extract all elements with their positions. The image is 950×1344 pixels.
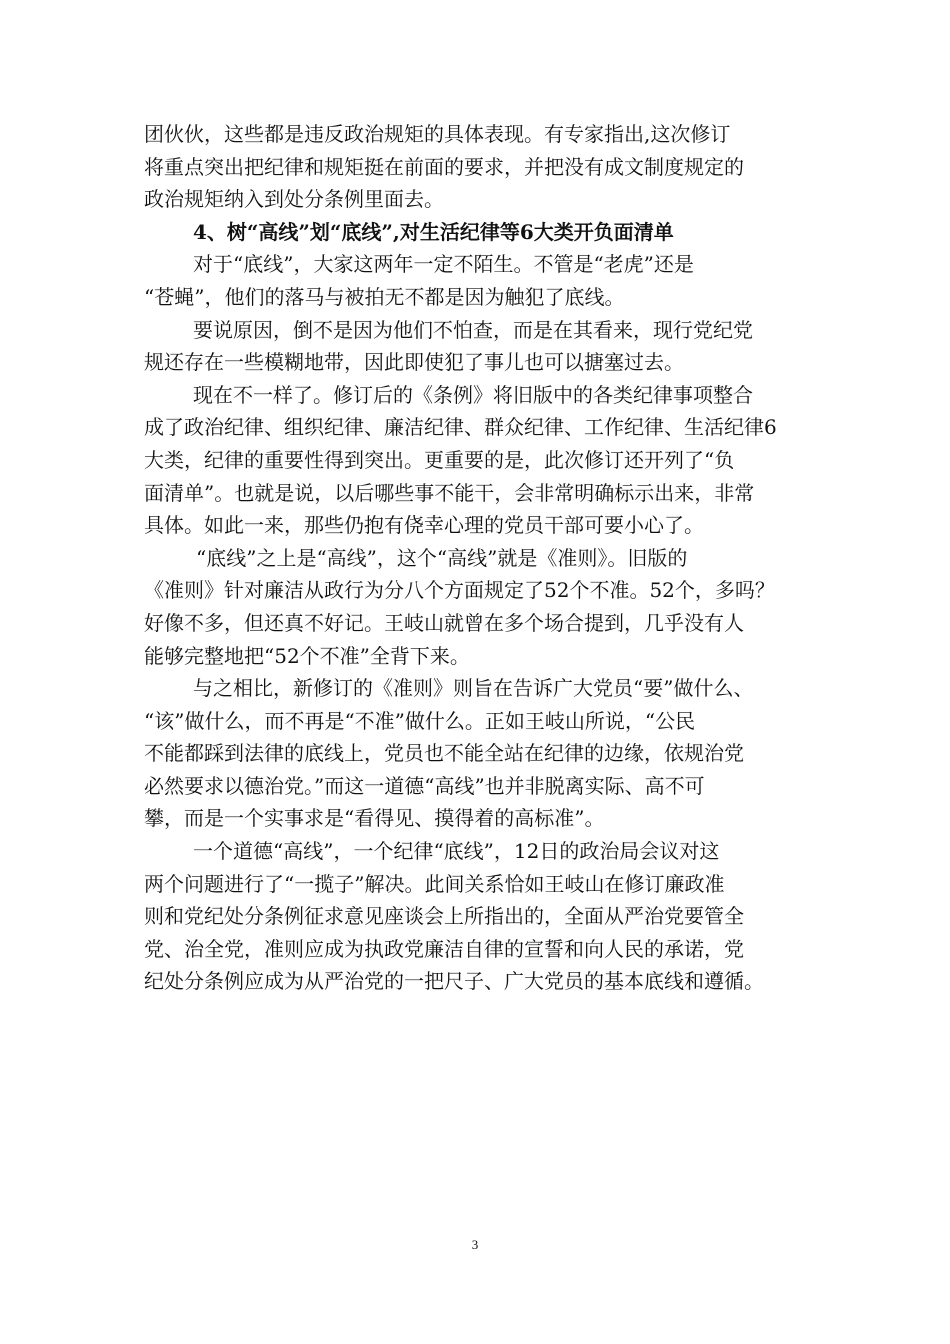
text-line: 大类，纪律的重要性得到突出。更重要的是，此次修订还开列了“负 [144, 447, 735, 472]
text-line: 要说原因，倒不是因为他们不怕查，而是在其看来，现行党纪党 [193, 317, 753, 342]
text-line: 能够完整地把“52个不准”全背下来。 [144, 643, 470, 668]
text-line: “该”做什么，而不再是“不准”做什么。正如王岐山所说，“公民 [144, 708, 696, 733]
text-line: 纪处分条例应成为从严治党的一把尺子、广大党员的基本底线和遵循。 [144, 969, 764, 994]
text-line: 攀，而是一个实事求是“看得见、摸得着的高标准”。 [144, 806, 605, 831]
text-line: 现在不一样了。修订后的《条例》将旧版中的各类纪律事项整合 [193, 382, 753, 407]
text-line: 一个道德“高线”，一个纪律“底线”，12日的政治局会议对这 [193, 839, 720, 864]
text-line: “底线”之上是“高线”，这个“高线”就是《准则》。旧版的 [196, 545, 688, 570]
text-line: 与之相比，新修订的《准则》则旨在告诉广大党员“要”做什么、 [193, 676, 754, 701]
text-line: 面清单”。也就是说，以后哪些事不能干，会非常明确标示出来，非常 [144, 480, 755, 505]
text-line: 两个问题进行了“一揽子”解决。此间关系恰如王岐山在修订廉政准 [144, 871, 725, 896]
text-line: 《准则》针对廉洁从政行为分八个方面规定了52个不准。52个，多吗？ [144, 578, 775, 603]
text-line: 团伙伙，这些都是违反政治规矩的具体表现。有专家指出,这次修订 [144, 122, 731, 146]
text-line: 成了政治纪律、组织纪律、廉洁纪律、群众纪律、工作纪律、生活纪律6 [144, 415, 777, 440]
body-text [144, 118, 816, 998]
text-line: 具体。如此一来，那些仍抱有侥幸心理的党员干部可要小心了。 [144, 513, 704, 538]
text-line: “苍蝇”，他们的落马与被拍无不都是因为触犯了底线。 [144, 284, 625, 309]
text-line: 必然要求以德治党。”而这一道德“高线”也并非脱离实际、高不可 [144, 773, 705, 798]
text-line: 政治规矩纳入到处分条例里面去。 [144, 187, 444, 212]
page-number: 3 [471, 1237, 479, 1252]
text-line: 则和党纪处分条例征求意见座谈会上所指出的，全面从严治党要管全 [144, 904, 744, 929]
text-line: 对于“底线”，大家这两年一定不陌生。不管是“老虎”还是 [193, 252, 694, 277]
text-line: 党、治全党，准则应成为执政党廉洁自律的宣誓和向人民的承诺，党 [144, 936, 744, 961]
text-line: 不能都踩到法律的底线上，党员也不能全站在纪律的边缘，依规治党 [144, 741, 744, 766]
text-line: 将重点突出把纪律和规矩挺在前面的要求，并把没有成文制度规定的 [144, 154, 744, 179]
text-line: 好像不多，但还真不好记。王岐山就曾在多个场合提到，几乎没有人 [144, 610, 744, 635]
text-line: 规还存在一些模糊地带，因此即使犯了事儿也可以搪塞过去。 [144, 350, 684, 375]
section-heading: 4、树“高线”划“底线”,对生活纪律等6大类开负面清单 [193, 219, 674, 244]
